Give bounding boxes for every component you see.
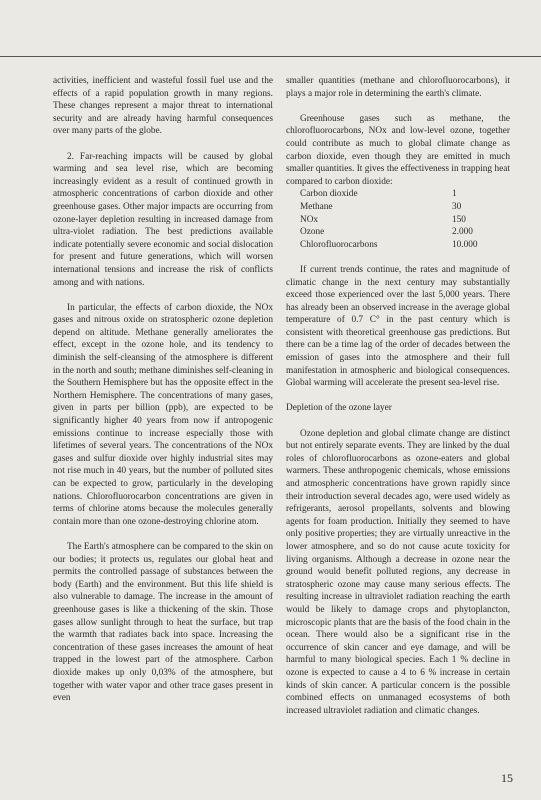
gas-value: 2.000	[452, 227, 473, 238]
gas-value: 30	[452, 201, 462, 212]
paragraph: 2. Far-reaching impacts will be caused by global warming and sea level rise, which are becoming increasingly evident as a result of continued growth in atmospheric concentrations of carbon dioxide and other greenhouse gases. Other major impacts are occurring from ozone-layer depletion resulting in increased damage from ultra-violet radiation. The best predictions available indicate potentially severe economic and social dislocation for present and future generations, which will worsen international tensions and increase the risk of conflicts among and with nations.	[53, 151, 273, 288]
paragraph: Greenhouse gases such as methane, the chlorofluorocarbons, NOx and low-level ozone, together could contribute as much to global climate change as carbon dioxide, even though they are emitted in much smaller quantities. It gives the effectiveness in trapping heat compared to carbon dioxide:	[286, 113, 510, 187]
table-row	[300, 201, 478, 214]
paragraph: smaller quantities (methane and chlorofluorocarbons), it plays a major role in determining the earth's climate.	[286, 76, 510, 99]
table-row	[300, 239, 478, 252]
paragraph: If current trends continue, the rates and magnitude of climatic change in the next century may substantially exceed those experienced over the last 5,000 years. There has already been an observed increase in the average global temperature of 0.7 C° in the past century which is consistent with theoretical greenhouse gas predictions. But there can be a time lag of the order of decades between the emission of gases into the atmosphere and their full manifestation in atmospheric and biological consequences. Global warming will accelerate the present sea-level rise.	[286, 264, 510, 389]
left-column	[53, 75, 273, 717]
table-row	[300, 226, 478, 239]
gas-name: NOx	[300, 214, 319, 225]
paragraph: The Earth's atmosphere can be compared to the skin on our bodies; it protects us, regulates our global heat and permits the controlled passage of substances between the body (Earth) and the environment. But this life shield is also vulnerable to damage. The increase in the amount of greenhouse gases is like a thickening of the skin. Those gases allow sunlight through to heat the surface, but trap the warmth that radiates back into space. Increasing the concentration of these gases increases the amount of heat trapped in the lowest part of the atmosphere. Carbon dioxide makes up only 0,03% of the atmosphere, but together with water vapor and other trace gases present in even	[53, 541, 273, 704]
gas-value: 10.000	[452, 239, 478, 250]
gas-value: 150	[452, 214, 466, 225]
paragraph: Ozone depletion and global climate change are distinct but not entirely separate events. They are linked by the dual roles of chlorofluorocarbons as ozone-eaters and global warmers. These anthropogenic chemicals, whose emissions and atmospheric concentrations have grown rapidly since their introduction several decades ago, were used widely as refrigerants, aerosol propellants, solvents and blowing agents for foam production. Initially they seemed to have only positive properties; they are virtually unreactive in the lower atmosphere, and so do not cause acute toxicity for living organisms. Although a decrease in ozone near the ground would benefit polluted regions, any decrease in stratospheric ozone may cause many serious effects. The resulting increase in ultraviolet radiation reaching the earth would be likely to damage crops and phytoplancton, microscopic plants that are the basis of the food chain in the ocean. There would also be a significant rise in the occurrence of skin cancer and eye damage, and will be harmful to many biological species. Each 1 % decline in ozone is expected to cause a 4 to 6 % increase in certain kinds of skin cancer. A particular concern is the possible combined effects on unmanaged ecosystems of both increased ultraviolet radiation and climatic changes.	[286, 428, 510, 716]
paragraph: In particular, the effects of carbon dioxide, the NOx gases and nitrous oxide on stratospheric ozone depletion depend on altitude. Methane generally ameliorates the effect, except in the ozone hole, and its tendency to diminish the self-cleansing of the atmosphere is different in the north and south; methane diminishes self-cleaning in the Southern Hemisphere but has the opposite effect in the Northern Hemisphere. The concentrations of many gases, given in parts per billion (ppb), are expected to be significantly higher 40 years from now if antropogenic emissions continue to increase especially those with lifetimes of several years. The concentrations of the NOx gases and sulfur dioxide over highly industrial sites may not rise much in 40 years, but the number of polluted sites can be expected to grow, particularly in the developing nations. Chlorofluorocarbon concentrations are given in terms of chlorine atoms because the molecules generally contain more than one ozone-destroying chlorine atom.	[53, 302, 273, 527]
gas-name: Chlorofluorocarbons	[300, 239, 378, 250]
top-rule	[0, 56, 541, 57]
gas-name: Ozone	[300, 227, 325, 238]
section-heading: Depletion of the ozone layer	[286, 403, 392, 414]
table-row	[300, 214, 478, 227]
gas-effectiveness-table	[300, 188, 478, 251]
gas-name: Carbon dioxide	[300, 189, 358, 200]
paragraph: activities, inefficient and wasteful fossil fuel use and the effects of a rapid population growth in many regions. These changes represent a major threat to international security and are already having harmful consequences over many parts of the globe.	[53, 76, 273, 137]
gas-value: 1	[452, 189, 457, 200]
gas-name: Methane	[300, 201, 333, 212]
right-column	[286, 75, 510, 730]
table-row	[300, 188, 478, 201]
page-number: 15	[501, 771, 513, 785]
